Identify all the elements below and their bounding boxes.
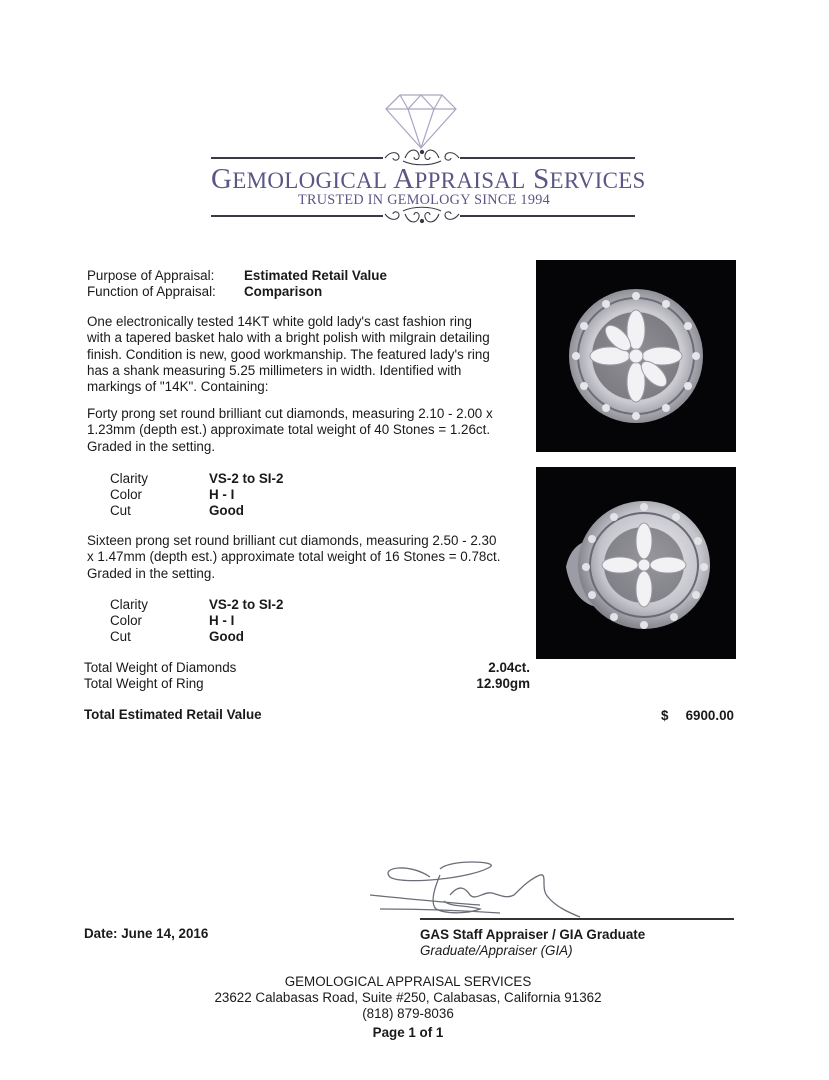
color-value: H - I bbox=[209, 613, 235, 628]
header-rule-top-right bbox=[460, 157, 635, 159]
cut-value: Good bbox=[209, 629, 244, 644]
clarity-label: Clarity bbox=[110, 471, 148, 486]
total-diamond-weight-value: 2.04ct. bbox=[488, 660, 530, 675]
appraiser-signature bbox=[370, 855, 630, 925]
total-diamond-weight-label: Total Weight of Diamonds bbox=[84, 660, 237, 675]
color-value: H - I bbox=[209, 487, 235, 502]
total-retail-value: 6900.00 bbox=[685, 708, 734, 723]
clarity-value: VS-2 to SI-2 bbox=[209, 471, 284, 486]
ring-angle-view-image bbox=[536, 467, 736, 659]
ring-angle-view-photo bbox=[536, 467, 736, 659]
appraisal-date: Date: June 14, 2016 bbox=[84, 926, 209, 941]
cut-label: Cut bbox=[110, 629, 131, 644]
function-label: Function of Appraisal: bbox=[87, 284, 216, 299]
header-rule-top-left bbox=[211, 157, 383, 159]
total-ring-weight-label: Total Weight of Ring bbox=[84, 676, 204, 691]
total-ring-weight-value: 12.90gm bbox=[476, 676, 530, 691]
clarity-label: Clarity bbox=[110, 597, 148, 612]
total-retail-value-label: Total Estimated Retail Value bbox=[84, 707, 262, 722]
item-description: One electronically tested 14KT white gold lady's cast fashion ring with a tapered basket halo with a bright polish with milgrain detailing finish. Condition is new, good workmanship. The featured lady's ring has a shank measuring 5.25 millimeters in width. Identified with markings of "14K". Containing: bbox=[87, 314, 490, 395]
ornamental-scroll-icon bbox=[383, 204, 461, 226]
ring-top-view-photo bbox=[536, 260, 736, 452]
signature-line bbox=[420, 918, 734, 920]
footer-company: GEMOLOGICAL APPRAISAL SERVICES bbox=[284, 974, 532, 989]
color-label: Color bbox=[110, 613, 142, 628]
purpose-value: Estimated Retail Value bbox=[244, 268, 387, 283]
stone-group-2-description: Sixteen prong set round brilliant cut diamonds, measuring 2.50 - 2.30 x 1.47mm (depth est.) approximate total weight of 16 Stones = 0.78ct. Graded in the setting. bbox=[87, 533, 501, 581]
footer-address: 23622 Calabasas Road, Suite #250, Calabasas, California 91362 bbox=[214, 990, 602, 1005]
function-value: Comparison bbox=[244, 284, 323, 299]
header-rule-bottom-right bbox=[460, 215, 635, 217]
currency-symbol: $ bbox=[661, 708, 669, 723]
color-label: Color bbox=[110, 487, 142, 502]
cut-label: Cut bbox=[110, 503, 131, 518]
footer-phone: (818) 879-8036 bbox=[362, 1006, 454, 1021]
appraiser-subtitle: Graduate/Appraiser (GIA) bbox=[420, 943, 573, 958]
stone-group-1-description: Forty prong set round brilliant cut diamonds, measuring 2.10 - 2.00 x 1.23mm (depth est.) approximate total weight of 40 Stones = 1.26ct. Graded in the setting. bbox=[87, 406, 493, 454]
page-number: Page 1 of 1 bbox=[372, 1025, 444, 1040]
company-name: GEMOLOGICAL APPRAISAL SERVICES bbox=[211, 163, 646, 195]
purpose-label: Purpose of Appraisal: bbox=[87, 268, 215, 283]
appraiser-title: GAS Staff Appraiser / GIA Graduate bbox=[420, 927, 646, 942]
diamond-icon bbox=[384, 92, 458, 150]
cut-value: Good bbox=[209, 503, 244, 518]
company-tagline: TRUSTED IN GEMOLOGY SINCE 1994 bbox=[297, 192, 550, 208]
header-rule-bottom-left bbox=[211, 215, 383, 217]
clarity-value: VS-2 to SI-2 bbox=[209, 597, 284, 612]
ring-top-view-image bbox=[536, 260, 736, 452]
